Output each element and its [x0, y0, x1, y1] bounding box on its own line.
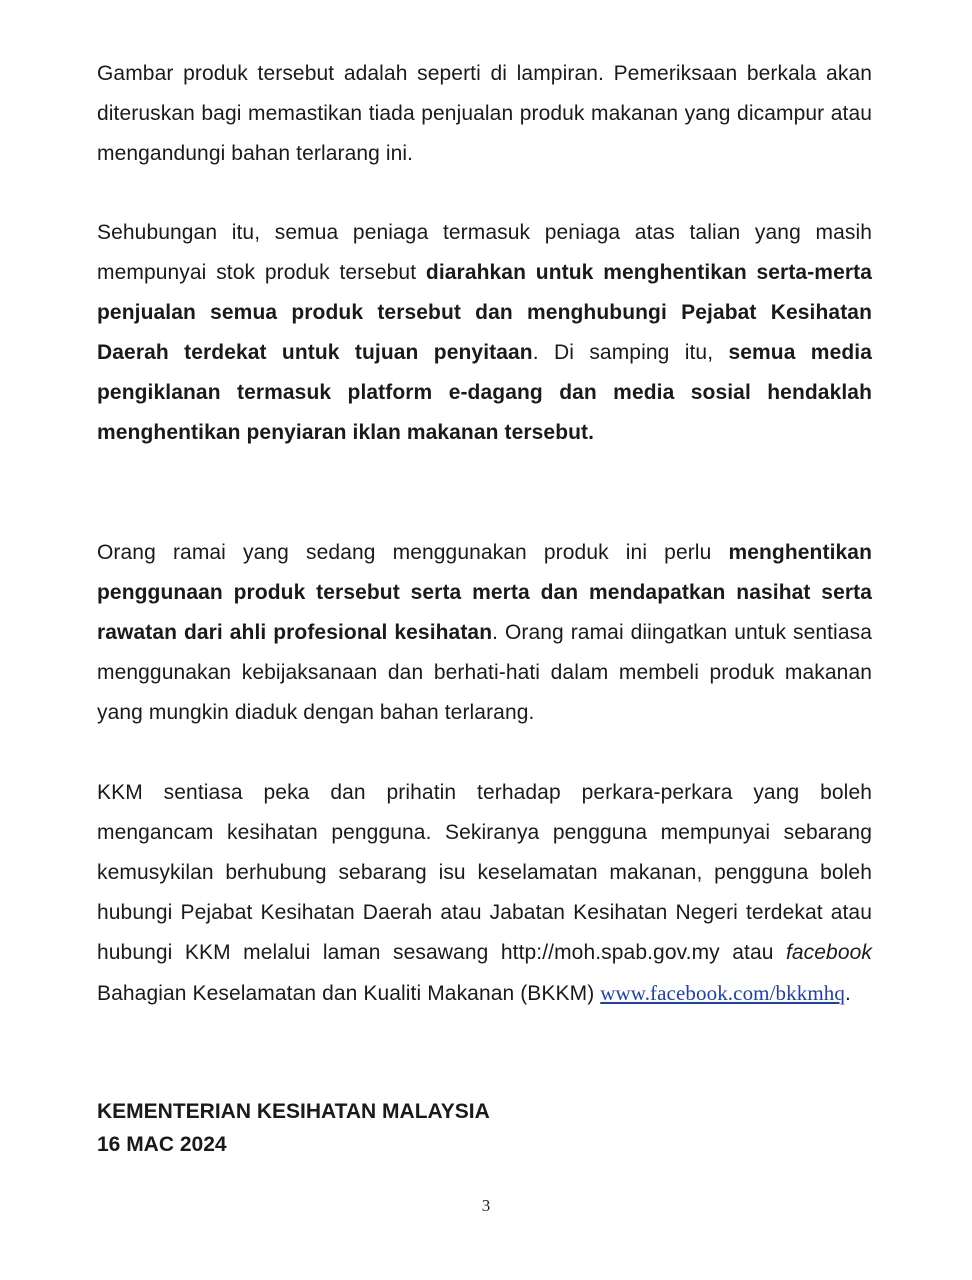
paragraph-text: Bahagian Keselamatan dan Kualiti Makanan (BKKM) — [97, 982, 601, 1005]
bold-directive: menghentikan penggunaan produk tersebut serta merta dan mendapatkan nasihat serta rawatan dari ahli profesional kesihatan — [97, 541, 872, 644]
facebook-link[interactable]: www.facebook.com/bkkmhq — [600, 981, 845, 1005]
paragraph-text: . — [844, 982, 851, 1005]
page-number: 3 — [481, 1196, 491, 1215]
paragraph-lampiran — [97, 54, 872, 174]
bold-directive: diarahkan untuk menghentikan serta-merta penjualan semua produk tersebut dan menghubungi Pejabat Kesihatan Daerah terdekat untuk tujuan penyitaan — [97, 261, 872, 364]
paragraph-arahan-peniaga — [97, 213, 872, 453]
paragraph-text: Gambar produk tersebut adalah seperti di lampiran. Pemeriksaan berkala akan diteruskan bagi memastikan tiada penjualan produk makanan yang dicampur atau mengandungi bahan terlarang ini. — [97, 62, 872, 165]
paragraph-text: . Di samping itu, — [532, 341, 729, 364]
signature-date: 16 MAC 2024 — [97, 1133, 227, 1156]
paragraph-text: Sehubungan itu, semua peniaga termasuk peniaga atas talian yang masih mempunyai stok produk tersebut — [97, 221, 872, 284]
paragraph-hubungi-kkm — [97, 773, 872, 1014]
paragraph-text: . Orang ramai diingatkan untuk sentiasa menggunakan kebijaksanaan dan berhati-hati dalam membeli produk makanan yang mungkin diaduk dengan bahan terlarang. — [97, 621, 872, 724]
bold-directive: semua media pengiklanan termasuk platform e-dagang dan media sosial hendaklah menghentikan penyiaran iklan makanan tersebut. — [97, 341, 872, 444]
paragraph-text: KKM sentiasa peka dan prihatin terhadap perkara-perkara yang boleh mengancam kesihatan pengguna. Sekiranya pengguna mempunyai sebarang kemusykilan berhubung sebarang isu keselamatan makanan, pengguna boleh hubungi Pejabat Kesihatan Daerah atau Jabatan Kesihatan Negeri terdekat atau hubungi KKM melalui laman sesawang http://moh.spab.gov.my atau — [97, 781, 872, 964]
paragraph-nasihat-orang-ramai — [97, 533, 872, 733]
paragraph-text: Orang ramai yang sedang menggunakan produk ini perlu — [97, 541, 729, 564]
italic-facebook: facebook — [785, 941, 872, 964]
signature-organization: KEMENTERIAN KESIHATAN MALAYSIA — [97, 1100, 490, 1123]
